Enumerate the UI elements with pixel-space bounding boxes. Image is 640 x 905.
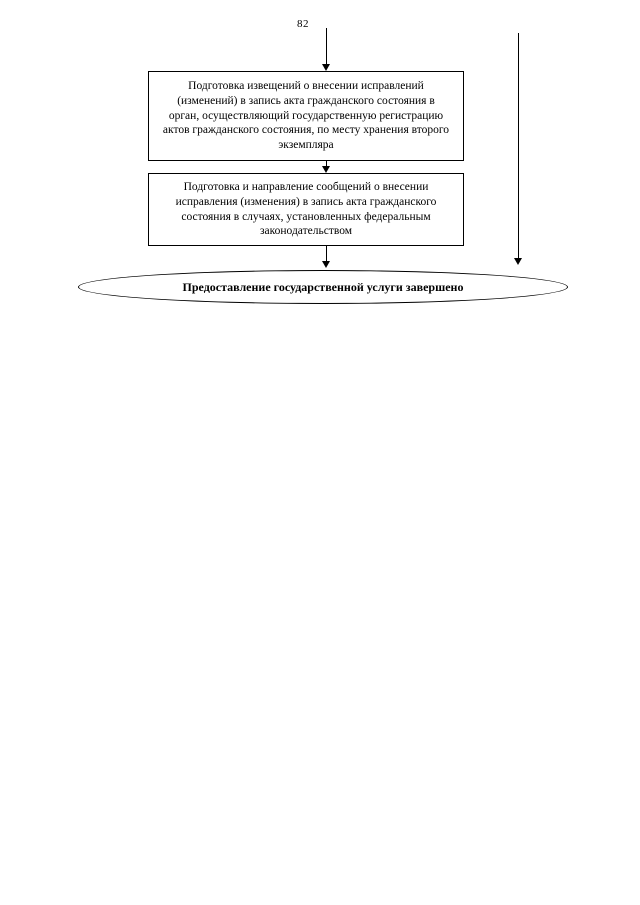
arrowhead-into-box2: [322, 166, 330, 173]
arrowhead-into-terminator: [322, 261, 330, 268]
arrowhead-into-box1: [322, 64, 330, 71]
terminator-service-complete: [78, 270, 568, 304]
process-box-preparing-notices-text: Подготовка извещений о внесении исправлений (изменений) в запись акта гражданского состояния в орган, осуществляющий государственную регистрацию актов гражданского состояния, по месту хранения второго экземпляра: [162, 79, 450, 152]
connector-top-to-box1: [326, 28, 327, 66]
process-box-preparing-notices: [148, 71, 464, 161]
process-box-sending-messages-text: Подготовка и направление сообщений о внесении исправления (изменения) в запись акта гражданского состояния в случаях, установленных федеральным законодательством: [175, 180, 437, 238]
arrowhead-right-into-terminator: [514, 258, 522, 265]
page-number: 82: [297, 18, 309, 30]
terminator-service-complete-text: Предоставление государственной услуги завершено: [182, 279, 464, 294]
connector-right-bypass: [518, 33, 519, 260]
process-box-sending-messages: [148, 173, 464, 246]
